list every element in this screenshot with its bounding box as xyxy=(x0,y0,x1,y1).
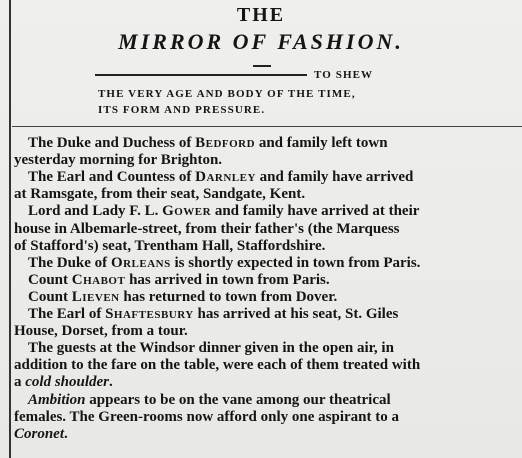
title-underline-rule xyxy=(253,65,271,67)
line-text: Count xyxy=(28,271,72,288)
paragraph-9-line-3 xyxy=(14,426,68,443)
paragraph-5-line-1 xyxy=(28,272,330,289)
person-name: Chabot xyxy=(71,271,126,288)
paragraph-7-line-1 xyxy=(28,306,398,323)
line-text: and family have arrived xyxy=(255,169,414,186)
paragraph-8-line-1 xyxy=(28,340,394,357)
masthead-line-the: THE xyxy=(236,4,286,26)
italic-phrase: cold shoulder xyxy=(25,374,110,391)
person-name: Darnley xyxy=(195,169,256,186)
paragraph-4-line-1 xyxy=(28,255,420,272)
person-name: Shaftesbury xyxy=(105,306,194,322)
paragraph-8-line-3 xyxy=(14,374,113,391)
line-text: appears to be on the vane among our theatrical xyxy=(85,391,391,408)
line-text: yesterday morning for Brighton. xyxy=(14,152,223,169)
line-text: . xyxy=(64,425,68,442)
paragraph-1-line-2 xyxy=(14,152,222,169)
line-text: . xyxy=(109,374,113,391)
line-text: Lord and Lady F. L. xyxy=(28,203,163,220)
paragraph-7-line-2 xyxy=(14,323,188,340)
epigraph-line-2: THE VERY AGE AND BODY OF THE TIME, xyxy=(98,88,356,100)
line-text: females. The Green-rooms now afford only one aspirant to a xyxy=(14,408,399,425)
person-name: Gower xyxy=(162,203,212,220)
paragraph-1-line-1 xyxy=(28,135,388,152)
line-text: The Duke and Duchess of xyxy=(28,135,196,151)
paragraph-9-line-2 xyxy=(14,409,399,426)
person-name: Bedford xyxy=(195,135,256,151)
paragraph-3-line-2 xyxy=(14,221,400,238)
article-body xyxy=(0,135,522,458)
paragraph-3-line-3 xyxy=(14,238,325,255)
line-text: House, Dorset, from a tour. xyxy=(14,323,188,340)
person-name: Lieven xyxy=(71,288,120,305)
epigraph-line-3: ITS FORM AND PRESSURE. xyxy=(98,104,266,116)
italic-phrase: Coronet xyxy=(14,425,65,442)
line-text: of Stafford's) seat, Trentham Hall, Staffordshire. xyxy=(14,237,326,254)
line-text: has returned to town from Dover. xyxy=(119,288,338,305)
paragraph-6-line-1 xyxy=(28,289,337,306)
italic-phrase: Ambition xyxy=(28,391,86,408)
line-text: The Earl and Countess of xyxy=(28,169,196,186)
paragraph-2-line-2 xyxy=(14,186,305,203)
paragraph-3-line-1 xyxy=(28,203,419,220)
line-text: a xyxy=(14,374,26,391)
epigraph-line-1: TO SHEW xyxy=(314,69,374,81)
line-text: The guests at the Windsor dinner given in the open air, in xyxy=(28,340,394,357)
line-text: The Earl of xyxy=(28,306,106,322)
line-text: is shortly expected in town from Paris. xyxy=(170,254,421,271)
line-text: has arrived in town from Paris. xyxy=(125,271,330,288)
paragraph-2-line-1 xyxy=(28,169,413,186)
person-name: Orleans xyxy=(110,254,171,271)
line-text: house in Albemarle-street, from their father's (the Marquess xyxy=(14,220,400,237)
paragraph-9-line-1 xyxy=(28,392,391,409)
line-text: at Ramsgate, from their seat, Sandgate, Kent. xyxy=(14,186,306,203)
line-text: addition to the fare on the table, were each of them treated with xyxy=(14,357,421,374)
section-divider-rule xyxy=(12,126,522,127)
line-text: has arrived at his seat, St. Giles xyxy=(193,306,399,322)
line-text: and family have arrived at their xyxy=(211,203,420,220)
paragraph-8-line-2 xyxy=(14,357,420,374)
line-text: The Duke of xyxy=(28,254,111,271)
epigraph-rule xyxy=(95,74,307,76)
line-text: Count xyxy=(28,288,72,305)
masthead-title: MIRROR OF FASHION. xyxy=(118,29,404,54)
line-text: and family left town xyxy=(255,135,388,151)
